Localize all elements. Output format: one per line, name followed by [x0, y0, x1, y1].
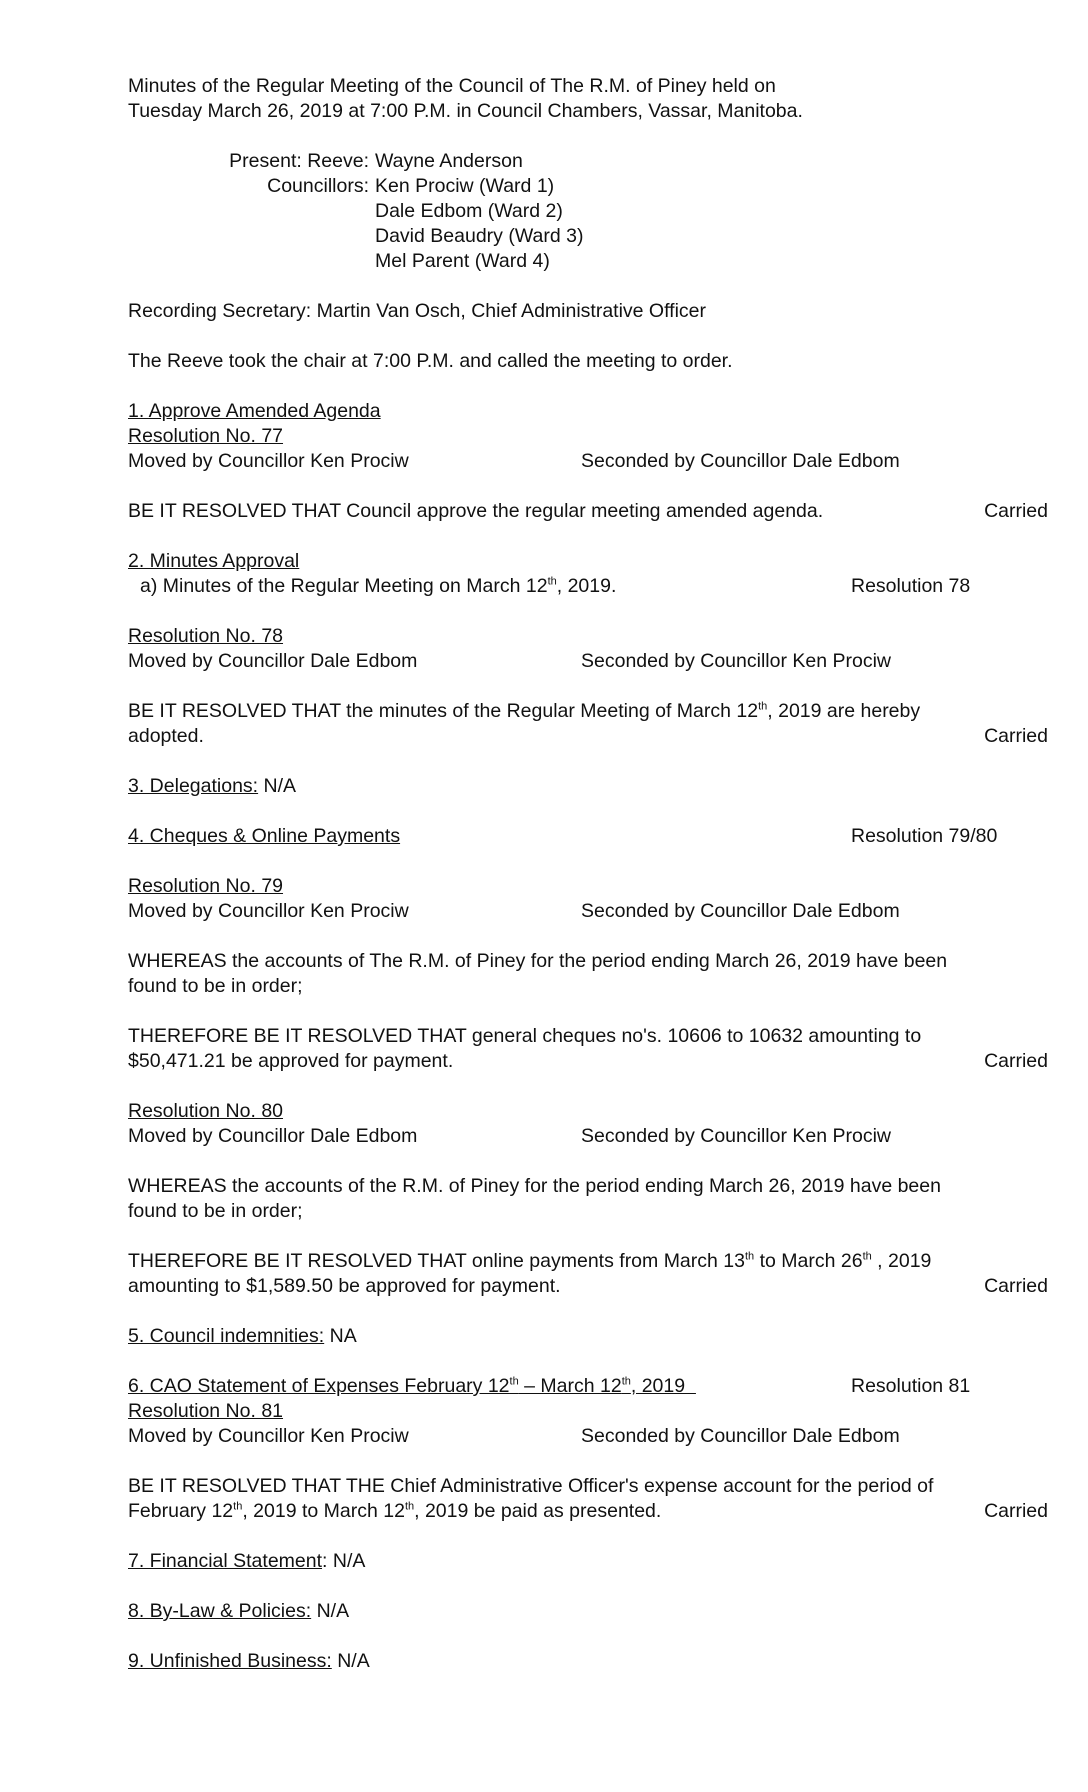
resolution-text: BE IT RESOLVED THAT THE Chief Administrative Officer's expense account for the period of	[128, 1475, 934, 1497]
resolution-text: BE IT RESOLVED THAT the minutes of the Regular Meeting of March 12th, 2019 are hereby	[128, 700, 921, 722]
councillor-name: David Beaudry (Ward 3)	[375, 225, 584, 247]
resolution-text-cont: February 12th, 2019 to March 12th, 2019 be paid as presented.	[128, 1500, 662, 1522]
minutes-document	[128, 74, 1048, 1699]
section-3: 3. Delegations: N/A	[128, 775, 297, 797]
moved-by: Moved by Councillor Ken Prociw	[128, 900, 409, 922]
seconded-by: Seconded by Councillor Ken Prociw	[581, 1125, 892, 1147]
section-9: 9. Unfinished Business: N/A	[128, 1650, 370, 1672]
section-5-heading: 5. Council indemnities:	[128, 1325, 325, 1347]
councillor-name: Ken Prociw (Ward 1)	[375, 175, 555, 197]
councillor-name: Dale Edbom (Ward 2)	[375, 200, 563, 222]
section-6-heading: 6. CAO Statement of Expenses February 12th – March 12th, 2019	[128, 1375, 696, 1397]
call-to-order: The Reeve took the chair at 7:00 P.M. and called the meeting to order.	[128, 350, 733, 372]
section-7: 7. Financial Statement: N/A	[128, 1550, 366, 1572]
section-1-heading: 1. Approve Amended Agenda	[128, 400, 381, 422]
section-4-heading: 4. Cheques & Online Payments	[128, 825, 401, 847]
seconded-by: Seconded by Councillor Dale Edbom	[581, 1425, 900, 1447]
carried-status: Carried	[984, 500, 1048, 522]
councillor-name: Mel Parent (Ward 4)	[375, 250, 550, 272]
section-7-heading: 7. Financial Statement	[128, 1550, 323, 1572]
whereas-text-cont: found to be in order;	[128, 1200, 303, 1222]
section-5: 5. Council indemnities: NA	[128, 1325, 357, 1347]
section-9-heading: 9. Unfinished Business:	[128, 1650, 332, 1672]
header-line-2: Tuesday March 26, 2019 at 7:00 P.M. in Council Chambers, Vassar, Manitoba.	[128, 100, 803, 122]
seconded-by: Seconded by Councillor Dale Edbom	[581, 450, 900, 472]
whereas-text: WHEREAS the accounts of the R.M. of Piney for the period ending March 26, 2019 have been	[128, 1175, 941, 1197]
carried-status: Carried	[984, 725, 1048, 747]
moved-by: Moved by Councillor Dale Edbom	[128, 1125, 418, 1147]
resolution-reference: Resolution 81	[851, 1375, 971, 1397]
reeve-label: Present: Reeve:	[229, 150, 369, 172]
carried-status: Carried	[984, 1500, 1048, 1522]
resolution-reference: Resolution 79/80	[851, 825, 998, 847]
section-8: 8. By-Law & Policies: N/A	[128, 1600, 350, 1622]
section-8-heading: 8. By-Law & Policies:	[128, 1600, 312, 1622]
section-3-heading: 3. Delegations:	[128, 775, 259, 797]
resolution-number: Resolution No. 80	[128, 1100, 284, 1122]
councillors-label: Councillors:	[267, 175, 369, 197]
seconded-by: Seconded by Councillor Dale Edbom	[581, 900, 900, 922]
resolution-text: BE IT RESOLVED THAT Council approve the regular meeting amended agenda.	[128, 500, 824, 522]
whereas-text-cont: found to be in order;	[128, 975, 303, 997]
resolution-number: Resolution No. 79	[128, 875, 284, 897]
resolution-text-cont: adopted.	[128, 725, 204, 747]
therefore-text: THEREFORE BE IT RESOLVED THAT online payments from March 13th to March 26th , 2019	[128, 1250, 932, 1272]
carried-status: Carried	[984, 1050, 1048, 1072]
therefore-text-cont: amounting to $1,589.50 be approved for payment.	[128, 1275, 561, 1297]
therefore-text: THEREFORE BE IT RESOLVED THAT general cheques no's. 10606 to 10632 amounting to	[128, 1025, 922, 1047]
moved-by: Moved by Councillor Ken Prociw	[128, 450, 409, 472]
recording-secretary: Recording Secretary: Martin Van Osch, Chief Administrative Officer	[128, 300, 707, 322]
resolution-number: Resolution No. 77	[128, 425, 284, 447]
whereas-text: WHEREAS the accounts of The R.M. of Piney for the period ending March 26, 2019 have been	[128, 950, 948, 972]
moved-by: Moved by Councillor Dale Edbom	[128, 650, 418, 672]
resolution-number: Resolution No. 81	[128, 1400, 284, 1422]
resolution-reference: Resolution 78	[851, 575, 971, 597]
minutes-item-a: a) Minutes of the Regular Meeting on March 12th, 2019.	[140, 575, 617, 597]
reeve-name: Wayne Anderson	[375, 150, 523, 172]
therefore-text-cont: $50,471.21 be approved for payment.	[128, 1050, 454, 1072]
resolution-number: Resolution No. 78	[128, 625, 284, 647]
moved-by: Moved by Councillor Ken Prociw	[128, 1425, 409, 1447]
seconded-by: Seconded by Councillor Ken Prociw	[581, 650, 892, 672]
header-line-1: Minutes of the Regular Meeting of the Council of The R.M. of Piney held on	[128, 75, 776, 97]
carried-status: Carried	[984, 1275, 1048, 1297]
section-2-heading: 2. Minutes Approval	[128, 550, 300, 572]
attendance-block	[204, 149, 1048, 274]
